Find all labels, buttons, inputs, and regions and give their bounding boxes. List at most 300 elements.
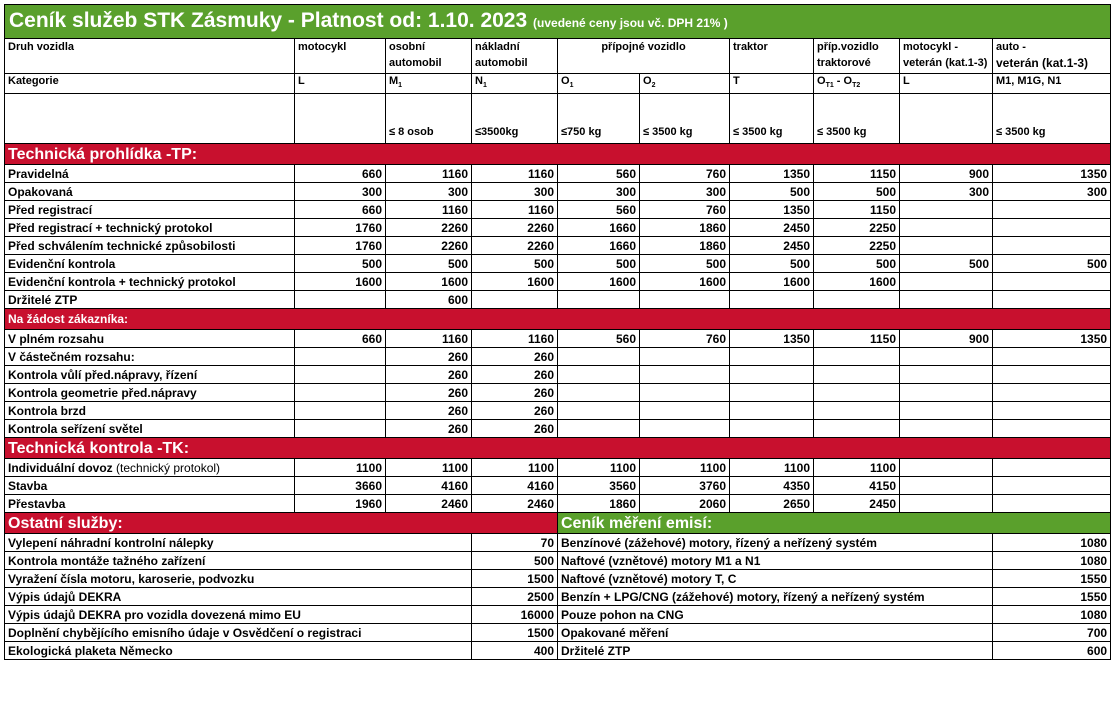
price-cell bbox=[900, 459, 993, 477]
kat-label: M1, M1G, N1 bbox=[996, 75, 1062, 87]
price-cell bbox=[558, 366, 640, 384]
price-cell bbox=[814, 384, 900, 402]
price-cell bbox=[993, 402, 1111, 420]
table-row bbox=[5, 642, 1111, 660]
table-row bbox=[5, 183, 1111, 201]
section-header-emise: Ceník měření emisí: bbox=[558, 513, 1111, 534]
row-label: Evidenční kontrola + technický protokol bbox=[5, 273, 295, 291]
col-label: traktorové bbox=[817, 57, 871, 69]
price-cell: 1160 bbox=[386, 201, 472, 219]
table-row bbox=[5, 330, 1111, 348]
price-cell: 500 bbox=[993, 255, 1111, 273]
emise-price: 1080 bbox=[993, 534, 1111, 552]
price-cell: 260 bbox=[472, 366, 558, 384]
price-cell bbox=[993, 384, 1111, 402]
price-cell: 660 bbox=[295, 165, 386, 183]
limit-cell: ≤750 kg bbox=[558, 94, 640, 144]
page-title bbox=[5, 5, 1111, 39]
row-label: Před registrací bbox=[5, 201, 295, 219]
col-label: traktor bbox=[733, 41, 768, 53]
row-label: Stavba bbox=[5, 477, 295, 495]
price-cell bbox=[558, 348, 640, 366]
table-row bbox=[5, 459, 1111, 477]
price-cell: 1350 bbox=[993, 330, 1111, 348]
price-cell bbox=[993, 273, 1111, 291]
row-label: Držitelé ZTP bbox=[5, 291, 295, 309]
table-row bbox=[5, 201, 1111, 219]
price-cell bbox=[814, 291, 900, 309]
price-cell bbox=[814, 402, 900, 420]
price-cell bbox=[993, 366, 1111, 384]
price-cell: 1160 bbox=[386, 330, 472, 348]
price-cell: 2260 bbox=[472, 219, 558, 237]
price-cell: 1600 bbox=[558, 273, 640, 291]
price-cell: 1160 bbox=[472, 330, 558, 348]
emise-price: 700 bbox=[993, 624, 1111, 642]
price-cell: 760 bbox=[640, 330, 730, 348]
service-price: 500 bbox=[472, 552, 558, 570]
price-cell: 3560 bbox=[558, 477, 640, 495]
price-cell: 500 bbox=[730, 255, 814, 273]
price-cell bbox=[640, 366, 730, 384]
row-label: Opakovaná bbox=[5, 183, 295, 201]
price-cell: 500 bbox=[386, 255, 472, 273]
kat-cell bbox=[900, 74, 993, 94]
price-cell: 1860 bbox=[640, 237, 730, 255]
emise-label: Naftové (vznětové) motory T, C bbox=[558, 570, 993, 588]
price-cell bbox=[472, 291, 558, 309]
price-cell: 300 bbox=[640, 183, 730, 201]
kat-label: O bbox=[643, 75, 652, 87]
price-cell: 1100 bbox=[814, 459, 900, 477]
price-cell: 500 bbox=[295, 255, 386, 273]
service-price: 16000 bbox=[472, 606, 558, 624]
kategorie-label: Kategorie bbox=[5, 74, 295, 94]
price-cell: 2060 bbox=[640, 495, 730, 513]
col-moto-veteran bbox=[900, 39, 993, 74]
col-label: příp.vozidlo bbox=[817, 41, 879, 53]
table-row bbox=[5, 513, 1111, 534]
kat-cell bbox=[386, 74, 472, 94]
price-cell bbox=[814, 420, 900, 438]
table-row bbox=[5, 420, 1111, 438]
price-cell: 1860 bbox=[558, 495, 640, 513]
col-label: nákladní bbox=[475, 41, 520, 53]
price-cell: 1660 bbox=[558, 237, 640, 255]
kat-sub: 1 bbox=[482, 82, 487, 90]
limit-cell bbox=[5, 94, 295, 144]
table-row bbox=[5, 94, 1111, 144]
price-cell: 1160 bbox=[472, 165, 558, 183]
table-row bbox=[5, 144, 1111, 165]
col-label: auto - bbox=[996, 41, 1026, 53]
price-cell bbox=[730, 402, 814, 420]
table-row bbox=[5, 309, 1111, 330]
price-cell: 1760 bbox=[295, 219, 386, 237]
price-cell bbox=[640, 420, 730, 438]
price-cell: 2460 bbox=[386, 495, 472, 513]
kat-label: T bbox=[733, 75, 740, 87]
kat-cell: $O_{T1} - O_{T2}$ bbox=[814, 74, 900, 94]
price-list-sheet bbox=[4, 4, 1110, 660]
price-cell: 1860 bbox=[640, 219, 730, 237]
price-cell: 1100 bbox=[730, 459, 814, 477]
service-label: Výpis údajů DEKRA pro vozidla dovezená mimo EU bbox=[5, 606, 472, 624]
price-cell: 1150 bbox=[814, 201, 900, 219]
emise-label: Naftové (vznětové) motory M1 a N1 bbox=[558, 552, 993, 570]
limit-cell: ≤ 3500 kg bbox=[814, 94, 900, 144]
row-label: Před registrací + technický protokol bbox=[5, 219, 295, 237]
price-cell: 900 bbox=[900, 330, 993, 348]
limit-cell: ≤3500kg bbox=[472, 94, 558, 144]
dovoz-note: (technický protokol) bbox=[116, 461, 221, 476]
col-auto-veteran bbox=[993, 39, 1111, 74]
kat-label: O bbox=[843, 75, 853, 87]
price-cell: 1150 bbox=[814, 165, 900, 183]
section-header: Na žádost zákazníka: bbox=[5, 309, 1111, 330]
price-cell: 2250 bbox=[814, 237, 900, 255]
price-cell: 2260 bbox=[472, 237, 558, 255]
row-label: Pravidelná bbox=[5, 165, 295, 183]
emise-price: 1550 bbox=[993, 588, 1111, 606]
kat-label: O bbox=[561, 75, 570, 87]
service-price: 2500 bbox=[472, 588, 558, 606]
price-cell: 1100 bbox=[295, 459, 386, 477]
kat-sub: T2 bbox=[852, 82, 861, 90]
price-cell: 260 bbox=[386, 348, 472, 366]
price-cell: 560 bbox=[558, 201, 640, 219]
price-cell: 260 bbox=[472, 420, 558, 438]
price-cell: 300 bbox=[295, 183, 386, 201]
price-cell bbox=[295, 384, 386, 402]
price-cell: 2450 bbox=[730, 219, 814, 237]
row-label: V plném rozsahu bbox=[5, 330, 295, 348]
price-cell: 1160 bbox=[386, 165, 472, 183]
limit-cell: ≤ 8 osob bbox=[386, 94, 472, 144]
col-label: veterán (kat.1-3) bbox=[903, 57, 988, 69]
price-cell: 600 bbox=[386, 291, 472, 309]
price-cell: 260 bbox=[386, 366, 472, 384]
price-cell: 1600 bbox=[640, 273, 730, 291]
price-cell bbox=[730, 291, 814, 309]
table-row bbox=[5, 348, 1111, 366]
price-cell: 1100 bbox=[472, 459, 558, 477]
price-cell: 1100 bbox=[558, 459, 640, 477]
service-label: Vyražení čísla motoru, karoserie, podvozku bbox=[5, 570, 472, 588]
price-cell: 4150 bbox=[814, 477, 900, 495]
table-row bbox=[5, 402, 1111, 420]
service-price: 1500 bbox=[472, 624, 558, 642]
col-label: automobil bbox=[389, 57, 442, 69]
col-label: veterán (kat.1-3) bbox=[996, 56, 1089, 70]
price-cell bbox=[640, 384, 730, 402]
service-label: Kontrola montáže tažného zařízení bbox=[5, 552, 472, 570]
price-cell: 760 bbox=[640, 165, 730, 183]
kat-sub: T1 bbox=[825, 82, 834, 90]
price-cell: 260 bbox=[472, 402, 558, 420]
price-cell: 260 bbox=[472, 348, 558, 366]
kat-cell bbox=[558, 74, 640, 94]
price-cell: 260 bbox=[472, 384, 558, 402]
table-row bbox=[5, 237, 1111, 255]
price-cell bbox=[730, 384, 814, 402]
kat-label: L bbox=[298, 75, 305, 87]
price-cell bbox=[730, 348, 814, 366]
price-cell: 900 bbox=[900, 165, 993, 183]
price-cell: 1350 bbox=[730, 330, 814, 348]
col-label: osobní bbox=[389, 41, 426, 53]
service-label: Ekologická plaketa Německo bbox=[5, 642, 472, 660]
dovoz-label: Individuální dovoz bbox=[8, 461, 113, 476]
price-cell bbox=[900, 348, 993, 366]
price-cell: 3660 bbox=[295, 477, 386, 495]
service-price: 70 bbox=[472, 534, 558, 552]
kat-label: O bbox=[817, 75, 826, 87]
price-cell: 500 bbox=[472, 255, 558, 273]
col-label: přípojné vozidlo bbox=[601, 41, 686, 53]
table-row bbox=[5, 219, 1111, 237]
title-main: Ceník služeb STK Zásmuky - Platnost od: 1.10. 2023 bbox=[9, 8, 528, 32]
table-row bbox=[5, 624, 1111, 642]
price-cell bbox=[730, 420, 814, 438]
price-cell: 2260 bbox=[386, 219, 472, 237]
kat-cell bbox=[472, 74, 558, 94]
limit-cell: ≤ 3500 kg bbox=[730, 94, 814, 144]
emise-label: Pouze pohon na CNG bbox=[558, 606, 993, 624]
price-cell: 300 bbox=[386, 183, 472, 201]
kat-cell bbox=[993, 74, 1111, 94]
price-cell: 1600 bbox=[386, 273, 472, 291]
price-cell bbox=[295, 420, 386, 438]
price-cell bbox=[640, 291, 730, 309]
price-cell bbox=[558, 420, 640, 438]
price-cell: 1660 bbox=[558, 219, 640, 237]
price-cell bbox=[900, 237, 993, 255]
section-header: Technická prohlídka -TP: bbox=[5, 144, 1111, 165]
price-cell bbox=[993, 219, 1111, 237]
price-cell bbox=[814, 366, 900, 384]
price-cell: 1960 bbox=[295, 495, 386, 513]
emise-price: 1080 bbox=[993, 606, 1111, 624]
kat-sub: 1 bbox=[569, 82, 574, 90]
title-note: (uvedené ceny jsou vč. DPH 21% ) bbox=[533, 15, 728, 30]
price-cell: 2250 bbox=[814, 219, 900, 237]
price-cell: 760 bbox=[640, 201, 730, 219]
price-cell: 1160 bbox=[472, 201, 558, 219]
row-label: V částečném rozsahu: bbox=[5, 348, 295, 366]
emise-price: 600 bbox=[993, 642, 1111, 660]
col-label: automobil bbox=[475, 57, 528, 69]
limit-cell: ≤ 3500 kg bbox=[993, 94, 1111, 144]
limit-cell bbox=[295, 94, 386, 144]
col-motocykl bbox=[295, 39, 386, 74]
emise-label: Držitelé ZTP bbox=[558, 642, 993, 660]
kat-cell bbox=[640, 74, 730, 94]
emise-label: Benzín + LPG/CNG (zážehové) motory, řízený a neřízený systém bbox=[558, 588, 993, 606]
price-cell: 1150 bbox=[814, 330, 900, 348]
price-cell: 2460 bbox=[472, 495, 558, 513]
price-cell bbox=[640, 348, 730, 366]
price-cell: 4350 bbox=[730, 477, 814, 495]
price-cell: 1100 bbox=[386, 459, 472, 477]
row-label: Kontrola geometrie před.nápravy bbox=[5, 384, 295, 402]
price-cell bbox=[295, 366, 386, 384]
price-cell bbox=[640, 402, 730, 420]
row-label: Přestavba bbox=[5, 495, 295, 513]
table-row bbox=[5, 570, 1111, 588]
emise-price: 1080 bbox=[993, 552, 1111, 570]
row-label: Kontrola vůlí před.nápravy, řízení bbox=[5, 366, 295, 384]
limit-cell bbox=[900, 94, 993, 144]
price-cell bbox=[558, 384, 640, 402]
price-cell: 1350 bbox=[993, 165, 1111, 183]
price-cell bbox=[993, 201, 1111, 219]
limit-cell: ≤ 3500 kg bbox=[640, 94, 730, 144]
price-cell: 500 bbox=[640, 255, 730, 273]
price-cell bbox=[558, 402, 640, 420]
price-cell: 4160 bbox=[386, 477, 472, 495]
price-cell: 1760 bbox=[295, 237, 386, 255]
price-cell: 2650 bbox=[730, 495, 814, 513]
price-cell bbox=[814, 348, 900, 366]
price-cell: 260 bbox=[386, 402, 472, 420]
emise-price: 1550 bbox=[993, 570, 1111, 588]
price-cell bbox=[993, 420, 1111, 438]
price-cell: 2450 bbox=[730, 237, 814, 255]
table-row bbox=[5, 606, 1111, 624]
price-cell: 560 bbox=[558, 330, 640, 348]
price-cell: 3760 bbox=[640, 477, 730, 495]
price-cell: 2260 bbox=[386, 237, 472, 255]
table-row bbox=[5, 5, 1111, 39]
price-cell: 660 bbox=[295, 201, 386, 219]
kat-cell bbox=[730, 74, 814, 94]
price-cell: 500 bbox=[900, 255, 993, 273]
table-row bbox=[5, 291, 1111, 309]
table-row bbox=[5, 588, 1111, 606]
price-cell bbox=[900, 201, 993, 219]
price-cell: 2450 bbox=[814, 495, 900, 513]
col-traktor bbox=[730, 39, 814, 74]
service-label: Vylepení náhradní kontrolní nálepky bbox=[5, 534, 472, 552]
row-label: Evidenční kontrola bbox=[5, 255, 295, 273]
price-cell bbox=[900, 402, 993, 420]
price-cell: 560 bbox=[558, 165, 640, 183]
price-cell bbox=[295, 291, 386, 309]
price-cell bbox=[993, 237, 1111, 255]
price-cell bbox=[900, 384, 993, 402]
kat-sub: 2 bbox=[651, 82, 656, 90]
service-label: Výpis údajů DEKRA bbox=[5, 588, 472, 606]
col-osobni bbox=[386, 39, 472, 74]
row-label: Kontrola brzd bbox=[5, 402, 295, 420]
price-cell: 300 bbox=[558, 183, 640, 201]
table-row bbox=[5, 74, 1111, 94]
price-cell: 1350 bbox=[730, 201, 814, 219]
price-cell: 660 bbox=[295, 330, 386, 348]
col-nakladni bbox=[472, 39, 558, 74]
price-cell: 1600 bbox=[472, 273, 558, 291]
kat-label: L bbox=[903, 75, 910, 87]
price-cell bbox=[993, 495, 1111, 513]
table-row bbox=[5, 384, 1111, 402]
row-label: Kontrola seřízení světel bbox=[5, 420, 295, 438]
price-cell: 500 bbox=[730, 183, 814, 201]
section-header-ostatni: Ostatní služby: bbox=[5, 513, 558, 534]
table-row bbox=[5, 255, 1111, 273]
price-cell: 260 bbox=[386, 384, 472, 402]
table-row bbox=[5, 273, 1111, 291]
section-header: Technická kontrola -TK: bbox=[5, 438, 1111, 459]
table-row bbox=[5, 39, 1111, 74]
price-cell bbox=[900, 366, 993, 384]
row-label bbox=[5, 459, 295, 477]
service-price: 400 bbox=[472, 642, 558, 660]
price-cell: 500 bbox=[558, 255, 640, 273]
price-cell: 1350 bbox=[730, 165, 814, 183]
kat-label: M bbox=[389, 75, 399, 87]
price-cell bbox=[993, 291, 1111, 309]
price-cell bbox=[900, 495, 993, 513]
price-cell: 300 bbox=[900, 183, 993, 201]
table-row bbox=[5, 534, 1111, 552]
price-cell bbox=[558, 291, 640, 309]
table-row bbox=[5, 438, 1111, 459]
price-cell: 260 bbox=[386, 420, 472, 438]
col-prip-traktorove bbox=[814, 39, 900, 74]
service-label: Doplnění chybějícího emisního údaje v Osvědčení o registraci bbox=[5, 624, 472, 642]
table-row bbox=[5, 366, 1111, 384]
kat-cell bbox=[295, 74, 386, 94]
price-cell: 1100 bbox=[640, 459, 730, 477]
price-cell bbox=[295, 348, 386, 366]
price-cell: 1600 bbox=[814, 273, 900, 291]
price-cell bbox=[993, 477, 1111, 495]
price-cell: 1600 bbox=[295, 273, 386, 291]
col-label: motocykl bbox=[298, 41, 347, 53]
price-cell: 500 bbox=[814, 183, 900, 201]
row-label: Před schválením technické způsobilosti bbox=[5, 237, 295, 255]
druh-vozidla-label: Druh vozidla bbox=[5, 39, 295, 74]
price-cell: 500 bbox=[814, 255, 900, 273]
price-cell: 300 bbox=[472, 183, 558, 201]
col-pripojne bbox=[558, 39, 730, 74]
emise-label: Opakované měření bbox=[558, 624, 993, 642]
price-cell: 4160 bbox=[472, 477, 558, 495]
price-cell bbox=[900, 477, 993, 495]
price-cell bbox=[900, 273, 993, 291]
price-cell bbox=[900, 420, 993, 438]
table-row bbox=[5, 495, 1111, 513]
table-row bbox=[5, 552, 1111, 570]
kat-label: N bbox=[475, 75, 483, 87]
price-cell bbox=[993, 348, 1111, 366]
kat-sub: 1 bbox=[398, 82, 403, 90]
price-cell bbox=[900, 291, 993, 309]
price-cell: 1600 bbox=[730, 273, 814, 291]
emise-label: Benzínové (zážehové) motory, řízený a neřízený systém bbox=[558, 534, 993, 552]
table-row bbox=[5, 165, 1111, 183]
price-cell: 300 bbox=[993, 183, 1111, 201]
price-cell bbox=[900, 219, 993, 237]
table-row bbox=[5, 477, 1111, 495]
price-cell bbox=[993, 459, 1111, 477]
price-table bbox=[4, 4, 1111, 660]
price-cell bbox=[295, 402, 386, 420]
service-price: 1500 bbox=[472, 570, 558, 588]
col-label: motocykl - bbox=[903, 41, 959, 53]
price-cell bbox=[730, 366, 814, 384]
